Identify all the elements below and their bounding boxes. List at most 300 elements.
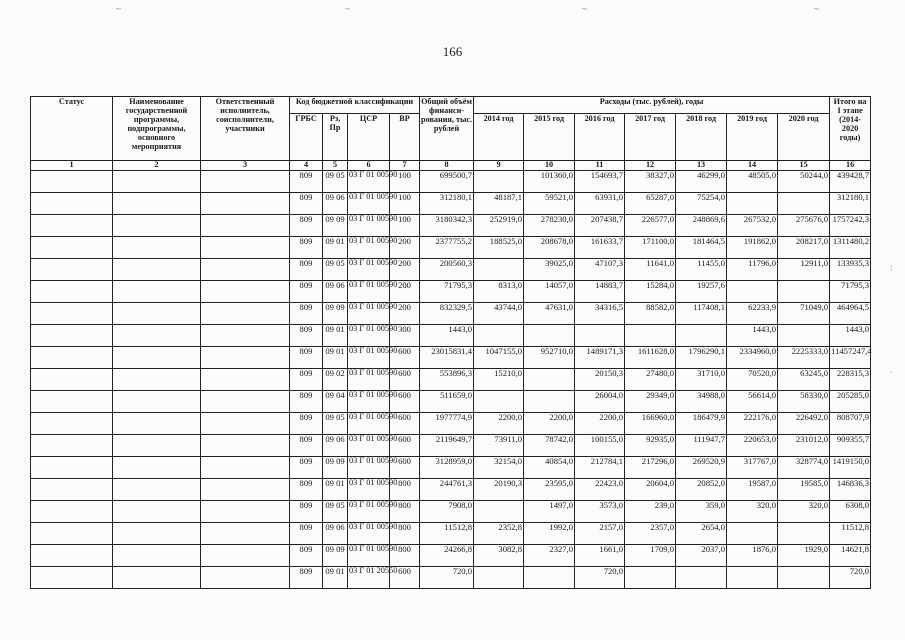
name-cell [113,369,201,391]
year-2015-cell: 78742,0 [524,435,575,457]
table-row [31,193,871,215]
year-2017-cell: 65287,0 [625,193,676,215]
year-2015-cell [524,391,575,413]
year-2020-cell: 50244,0 [778,171,830,193]
year-2017-cell: 1709,0 [625,545,676,567]
name-cell [113,501,201,523]
year-2017-cell: 239,0 [625,501,676,523]
vr-cell: 600 [390,369,420,391]
grbs-cell: 809 [290,215,323,237]
table-header-row-1 [31,97,871,114]
csr-cell: 03 Г 01 00590 [348,193,390,215]
responsible-cell [201,281,290,303]
year-2018-cell [676,567,727,589]
header-expenses: Расходы (тыс. рублей), годы [474,97,830,114]
header-year: 2020 год [778,114,830,161]
year-2019-cell: 48505,0 [727,171,778,193]
total-cell: 1977774,9 [420,413,474,435]
column-number: 8 [420,161,474,171]
year-2018-cell: 75254,0 [676,193,727,215]
year-2019-cell: 220653,0 [727,435,778,457]
vr-cell: 600 [390,347,420,369]
header-year: 2016 год [575,114,625,161]
table-row [31,237,871,259]
total-cell: 832329,5 [420,303,474,325]
status-cell [31,215,113,237]
column-number: 11 [575,161,625,171]
name-cell [113,259,201,281]
budget-table [30,96,871,589]
year-2014-cell [474,501,524,523]
csr-cell: 03 Г 01 00590 [348,501,390,523]
column-number: 7 [390,161,420,171]
vr-cell: 800 [390,523,420,545]
header-year: 2017 год [625,114,676,161]
table-row [31,523,871,545]
year-2016-cell [575,325,625,347]
rzpr-cell: 09 05 [323,171,348,193]
year-2017-cell [625,567,676,589]
csr-cell: 03 Г 01 00590 [348,391,390,413]
column-number: 13 [676,161,727,171]
year-2015-cell [524,369,575,391]
grbs-cell: 809 [290,545,323,567]
table-row [31,347,871,369]
total-cell: 312180,1 [420,193,474,215]
year-2017-cell: 15284,0 [625,281,676,303]
year-2015-cell: 101360,0 [524,171,575,193]
header-vr: ВР [390,114,420,161]
name-cell [113,171,201,193]
column-number: 4 [290,161,323,171]
name-cell [113,281,201,303]
year-2020-cell: 1929,0 [778,545,830,567]
year-2017-cell [625,325,676,347]
year-2018-cell [676,325,727,347]
grbs-cell: 809 [290,259,323,281]
responsible-cell [201,545,290,567]
rzpr-cell: 09 02 [323,369,348,391]
vr-cell: 200 [390,281,420,303]
total-cell: 553896,3 [420,369,474,391]
year-2020-cell: 208217,0 [778,237,830,259]
year-2014-cell: 43744,0 [474,303,524,325]
csr-cell: 03 Г 01 00590 [348,457,390,479]
csr-cell: 03 Г 01 00590 [348,237,390,259]
year-2018-cell: 11455,0 [676,259,727,281]
stage-total-cell: 1443,0 [830,325,871,347]
year-2016-cell: 100155,0 [575,435,625,457]
grbs-cell: 809 [290,303,323,325]
vr-cell: 200 [390,237,420,259]
year-2017-cell: 38327,0 [625,171,676,193]
stage-total-cell: 11512,8 [830,523,871,545]
year-2018-cell: 248869,6 [676,215,727,237]
column-number: 3 [201,161,290,171]
year-2014-cell: 3082,8 [474,545,524,567]
responsible-cell [201,259,290,281]
year-2018-cell: 31710,0 [676,369,727,391]
year-2018-cell: 181464,5 [676,237,727,259]
grbs-cell: 809 [290,171,323,193]
year-2018-cell: 20852,0 [676,479,727,501]
status-cell [31,413,113,435]
name-cell [113,347,201,369]
name-cell [113,391,201,413]
total-cell: 720,0 [420,567,474,589]
status-cell [31,567,113,589]
table-row [31,171,871,193]
status-cell [31,259,113,281]
column-number: 1 [31,161,113,171]
rzpr-cell: 09 09 [323,303,348,325]
scan-mark: ~ [814,4,819,14]
responsible-cell [201,325,290,347]
year-2020-cell: 226492,0 [778,413,830,435]
column-number: 16 [830,161,871,171]
year-2015-cell: 1497,0 [524,501,575,523]
year-2020-cell [778,523,830,545]
year-2018-cell: 2654,0 [676,523,727,545]
year-2016-cell: 22423,0 [575,479,625,501]
name-cell [113,567,201,589]
year-2015-cell: 59521,0 [524,193,575,215]
year-2015-cell: 47631,0 [524,303,575,325]
year-2020-cell: 63245,0 [778,369,830,391]
column-number: 10 [524,161,575,171]
year-2017-cell: 217296,0 [625,457,676,479]
responsible-cell [201,523,290,545]
status-cell [31,523,113,545]
status-cell [31,193,113,215]
csr-cell: 03 Г 01 00590 [348,479,390,501]
year-2016-cell: 161633,7 [575,237,625,259]
responsible-cell [201,501,290,523]
vr-cell: 100 [390,171,420,193]
year-2014-cell [474,171,524,193]
year-2019-cell: 70520,0 [727,369,778,391]
year-2019-cell: 267532,0 [727,215,778,237]
stage-total-cell: 14621,8 [830,545,871,567]
year-2014-cell: 8313,0 [474,281,524,303]
year-2020-cell: 320,0 [778,501,830,523]
responsible-cell [201,435,290,457]
csr-cell: 03 Г 01 00590 [348,171,390,193]
year-2018-cell: 186479,9 [676,413,727,435]
year-2015-cell [524,325,575,347]
year-2014-cell [474,567,524,589]
status-cell [31,325,113,347]
status-cell [31,171,113,193]
year-2017-cell: 29349,0 [625,391,676,413]
table-row [31,413,871,435]
year-2016-cell: 63931,0 [575,193,625,215]
grbs-cell: 809 [290,193,323,215]
year-2017-cell: 27480,0 [625,369,676,391]
column-numbers-row [31,161,871,171]
year-2016-cell: 720,0 [575,567,625,589]
total-cell: 244761,3 [420,479,474,501]
page-number: 166 [442,44,463,59]
stage-total-cell: 228315,3 [830,369,871,391]
year-2015-cell: 14057,0 [524,281,575,303]
responsible-cell [201,347,290,369]
year-2020-cell [778,325,830,347]
table-row [31,215,871,237]
csr-cell: 03 Г 01 00590 [348,303,390,325]
csr-cell: 03 Г 01 00590 [348,545,390,567]
total-cell: 1443,0 [420,325,474,347]
header-grbs: ГРБС [290,114,323,161]
stage-total-cell: 205285,0 [830,391,871,413]
grbs-cell: 809 [290,369,323,391]
table-row [31,303,871,325]
scan-mark: ' [890,370,892,380]
rzpr-cell: 09 06 [323,435,348,457]
name-cell [113,479,201,501]
header-stage: Итого на I этапе (2014- 2020 годы) [830,97,871,161]
year-2019-cell [727,523,778,545]
year-2020-cell: 58330,0 [778,391,830,413]
year-2019-cell: 2334960,0 [727,347,778,369]
header-total: Общий объём финанси- рования, тыс. рублей [420,97,474,161]
table-row [31,369,871,391]
rzpr-cell: 09 06 [323,523,348,545]
year-2015-cell [524,567,575,589]
year-2017-cell: 92935,0 [625,435,676,457]
responsible-cell [201,193,290,215]
year-2018-cell: 111947,7 [676,435,727,457]
grbs-cell: 809 [290,435,323,457]
total-cell: 200560,3 [420,259,474,281]
responsible-cell [201,457,290,479]
stage-total-cell: 909355,7 [830,435,871,457]
year-2018-cell: 2037,0 [676,545,727,567]
year-2019-cell [727,567,778,589]
rzpr-cell: 09 01 [323,567,348,589]
status-cell [31,501,113,523]
rzpr-cell: 09 06 [323,193,348,215]
csr-cell: 03 Г 01 00590 [348,281,390,303]
vr-cell: 100 [390,215,420,237]
year-2018-cell: 46299,0 [676,171,727,193]
rzpr-cell: 09 01 [323,479,348,501]
grbs-cell: 809 [290,413,323,435]
year-2019-cell: 317767,0 [727,457,778,479]
rzpr-cell: 09 05 [323,259,348,281]
csr-cell: 03 Г 01 20550 [348,567,390,589]
year-2014-cell [474,325,524,347]
total-cell: 11512,8 [420,523,474,545]
grbs-cell: 809 [290,391,323,413]
year-2014-cell [474,259,524,281]
column-number: 9 [474,161,524,171]
rzpr-cell: 09 04 [323,391,348,413]
status-cell [31,281,113,303]
status-cell [31,237,113,259]
column-number: 14 [727,161,778,171]
column-number: 2 [113,161,201,171]
vr-cell: 600 [390,413,420,435]
header-name: Наименование государственной программы, подпрограммы, основного мероприятия [113,97,201,161]
year-2020-cell: 12911,0 [778,259,830,281]
year-2018-cell: 34988,0 [676,391,727,413]
header-status: Статус [31,97,113,161]
table-row [31,501,871,523]
year-2017-cell: 226577,0 [625,215,676,237]
name-cell [113,303,201,325]
year-2014-cell: 188525,0 [474,237,524,259]
total-cell: 7908,0 [420,501,474,523]
grbs-cell: 809 [290,325,323,347]
year-2017-cell: 88582,0 [625,303,676,325]
vr-cell: 600 [390,567,420,589]
year-2017-cell: 20604,0 [625,479,676,501]
table-row [31,325,871,347]
name-cell [113,215,201,237]
name-cell [113,237,201,259]
status-cell [31,545,113,567]
responsible-cell [201,303,290,325]
year-2020-cell: 2225333,0 [778,347,830,369]
responsible-cell [201,413,290,435]
year-2016-cell: 26004,0 [575,391,625,413]
stage-total-cell: 720,0 [830,567,871,589]
rzpr-cell: 09 01 [323,347,348,369]
year-2018-cell: 19257,6 [676,281,727,303]
csr-cell: 03 Г 01 00590 [348,325,390,347]
vr-cell: 100 [390,193,420,215]
vr-cell: 800 [390,545,420,567]
year-2015-cell: 2327,0 [524,545,575,567]
header-year: 2014 год [474,114,524,161]
name-cell [113,545,201,567]
year-2017-cell: 1611628,0 [625,347,676,369]
status-cell [31,479,113,501]
year-2019-cell: 56614,0 [727,391,778,413]
vr-cell: 800 [390,501,420,523]
rzpr-cell: 09 01 [323,237,348,259]
year-2014-cell: 48187,1 [474,193,524,215]
grbs-cell: 809 [290,523,323,545]
grbs-cell: 809 [290,567,323,589]
year-2016-cell: 14883,7 [575,281,625,303]
rzpr-cell: 09 09 [323,545,348,567]
year-2018-cell: 359,0 [676,501,727,523]
stage-total-cell: 6308,0 [830,501,871,523]
rzpr-cell: 09 05 [323,501,348,523]
year-2019-cell: 320,0 [727,501,778,523]
year-2018-cell: 117408,1 [676,303,727,325]
stage-total-cell: 439428,7 [830,171,871,193]
status-cell [31,369,113,391]
year-2017-cell: 11641,0 [625,259,676,281]
year-2018-cell: 269520,9 [676,457,727,479]
year-2014-cell: 15210,0 [474,369,524,391]
column-number: 15 [778,161,830,171]
total-cell: 24266,8 [420,545,474,567]
responsible-cell [201,479,290,501]
year-2019-cell [727,193,778,215]
status-cell [31,435,113,457]
year-2015-cell: 1992,0 [524,523,575,545]
header-responsible: Ответственный исполнитель, соисполнители, участники [201,97,290,161]
header-year: 2019 год [727,114,778,161]
status-cell [31,457,113,479]
year-2016-cell: 1489171,3 [575,347,625,369]
rzpr-cell: 09 06 [323,281,348,303]
year-2018-cell: 1796290,1 [676,347,727,369]
table-row [31,457,871,479]
grbs-cell: 809 [290,501,323,523]
year-2015-cell: 208678,0 [524,237,575,259]
csr-cell: 03 Г 01 00590 [348,413,390,435]
scan-mark: ~ [582,4,587,14]
responsible-cell [201,215,290,237]
vr-cell: 200 [390,259,420,281]
year-2016-cell: 1661,0 [575,545,625,567]
rzpr-cell: 09 09 [323,457,348,479]
csr-cell: 03 Г 01 00590 [348,523,390,545]
grbs-cell: 809 [290,281,323,303]
total-cell: 2377755,2 [420,237,474,259]
year-2016-cell: 47107,3 [575,259,625,281]
year-2016-cell: 2200,0 [575,413,625,435]
year-2016-cell: 207438,7 [575,215,625,237]
year-2017-cell: 2357,0 [625,523,676,545]
scan-mark: ~ [345,4,350,14]
year-2015-cell: 2200,0 [524,413,575,435]
year-2020-cell [778,567,830,589]
scan-mark: ~ [116,4,121,14]
year-2019-cell [727,281,778,303]
year-2019-cell: 11796,0 [727,259,778,281]
stage-total-cell: 808707,9 [830,413,871,435]
total-cell: 2119649,7 [420,435,474,457]
year-2019-cell: 1876,0 [727,545,778,567]
year-2016-cell: 3573,0 [575,501,625,523]
stage-total-cell: 312180,1 [830,193,871,215]
stage-total-cell: 71795,3 [830,281,871,303]
stage-total-cell: 133935,3 [830,259,871,281]
table-row [31,281,871,303]
name-cell [113,435,201,457]
year-2015-cell: 278230,0 [524,215,575,237]
stage-total-cell: 464964,5 [830,303,871,325]
vr-cell: 200 [390,303,420,325]
csr-cell: 03 Г 01 00590 [348,347,390,369]
column-number: 6 [348,161,390,171]
rzpr-cell: 09 05 [323,413,348,435]
year-2015-cell: 40854,0 [524,457,575,479]
name-cell [113,193,201,215]
header-year: 2018 год [676,114,727,161]
table-row [31,545,871,567]
year-2014-cell: 32154,0 [474,457,524,479]
year-2014-cell [474,391,524,413]
stage-total-cell: 146836,3 [830,479,871,501]
grbs-cell: 809 [290,457,323,479]
vr-cell: 600 [390,457,420,479]
table-body [31,171,871,589]
name-cell [113,325,201,347]
column-number: 12 [625,161,676,171]
table-row [31,391,871,413]
stage-total-cell: 1419150,0 [830,457,871,479]
vr-cell: 800 [390,479,420,501]
year-2016-cell: 20150,3 [575,369,625,391]
vr-cell: 600 [390,391,420,413]
